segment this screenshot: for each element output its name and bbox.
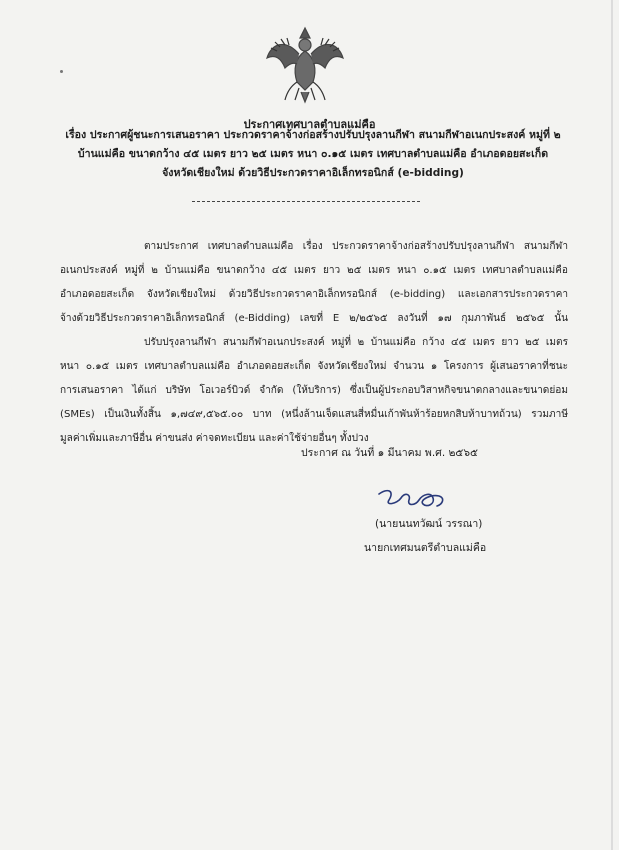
- announce-date: ประกาศ ณ วันที่ ๑ มีนาคม พ.ศ. ๒๕๖๕: [301, 447, 478, 459]
- paragraph2-line-5: มูลค่าเพิ่มและภาษีอื่น ค่าขนส่ง ค่าจดทะเบียน และค่าใช้จ่ายอื่นๆ ทั้งปวง: [60, 433, 369, 444]
- paragraph2-line-4: (SMEs) เป็นเงินทั้งสิ้น ๑,๗๔๙,๕๖๕.๐๐ บาท (หนึ่งล้านเจ็ดแสนสี่หมื่นเก้าพันห้าร้อยหกสิบห้าบาทถ้วน) รวมภาษี: [60, 409, 568, 420]
- paragraph2-line-1: ปรับปรุงลานกีฬา สนามกีฬาอเนกประสงค์ หมู่ที่ ๒ บ้านแม่คือ กว้าง ๔๕ เมตร ยาว ๒๕ เมตร: [144, 337, 568, 348]
- signer-name: (นายนนทวัฒน์ วรรณา): [375, 518, 483, 530]
- document-title: ประกาศเทศบาลตำบลแม่คือ: [243, 118, 376, 131]
- paragraph1-line-1: ตามประกาศ เทศบาลตำบลแม่คือ เรื่อง ประกวดราคาจ้างก่อสร้างปรับปรุงลานกีฬา สนามกีฬา: [144, 241, 568, 252]
- paragraph1-line-4: จ้างด้วยวิธีประกวดราคาอิเล็กทรอนิกส์ (e-Bidding) เลขที่ E ๒/๒๕๖๕ ลงวันที่ ๑๗ กุมภาพันธ์ ๒๕๖๕ นั้น: [60, 313, 568, 324]
- subject-line-1: เรื่อง ประกาศผู้ชนะการเสนอราคา ประกวดราคาจ้างก่อสร้างปรับปรุงลานกีฬา สนามกีฬาอเนกประสงค์ หมู่ที่ ๒: [65, 129, 561, 141]
- divider-line: [192, 201, 420, 202]
- signature-icon: [375, 484, 461, 512]
- subject-line-3: จังหวัดเชียงใหม่ ด้วยวิธีประกวดราคาอิเล็กทรอนิกส์ (e-bidding): [162, 167, 464, 179]
- garuda-emblem-icon: [263, 24, 347, 104]
- paragraph2-line-2: หนา ๐.๑๕ เมตร เทศบาลตำบลแม่คือ อำเภอดอยสะเก็ด จังหวัดเชียงใหม่ จำนวน ๑ โครงการ ผู้เสนอราคาที่ชนะ: [60, 361, 568, 372]
- speck: [60, 70, 63, 73]
- subject-line-2: บ้านแม่คือ ขนาดกว้าง ๔๕ เมตร ยาว ๒๕ เมตร หนา ๐.๑๕ เมตร เทศบาลตำบลแม่คือ อำเภอดอยสะเก็ด: [77, 148, 549, 160]
- paragraph2-line-3: การเสนอราคา ได้แก่ บริษัท โอเวอร์บิวด์ จำกัด (ให้บริการ) ซึ่งเป็นผู้ประกอบวิสาหกิจขนาดกลางและขนาดย่อม: [60, 385, 568, 396]
- signer-position: นายกเทศมนตรีตำบลแม่คือ: [364, 542, 487, 554]
- paragraph1-line-3: อำเภอดอยสะเก็ด จังหวัดเชียงใหม่ ด้วยวิธีประกวดราคาอิเล็กทรอนิกส์ (e-bidding) และเอกสารประกวดราคา: [60, 289, 568, 300]
- paragraph1-line-2: อเนกประสงค์ หมู่ที่ ๒ บ้านแม่คือ ขนาดกว้าง ๔๕ เมตร ยาว ๒๕ เมตร หนา ๐.๑๕ เมตร เทศบาลตำบลแม่คือ: [60, 265, 568, 276]
